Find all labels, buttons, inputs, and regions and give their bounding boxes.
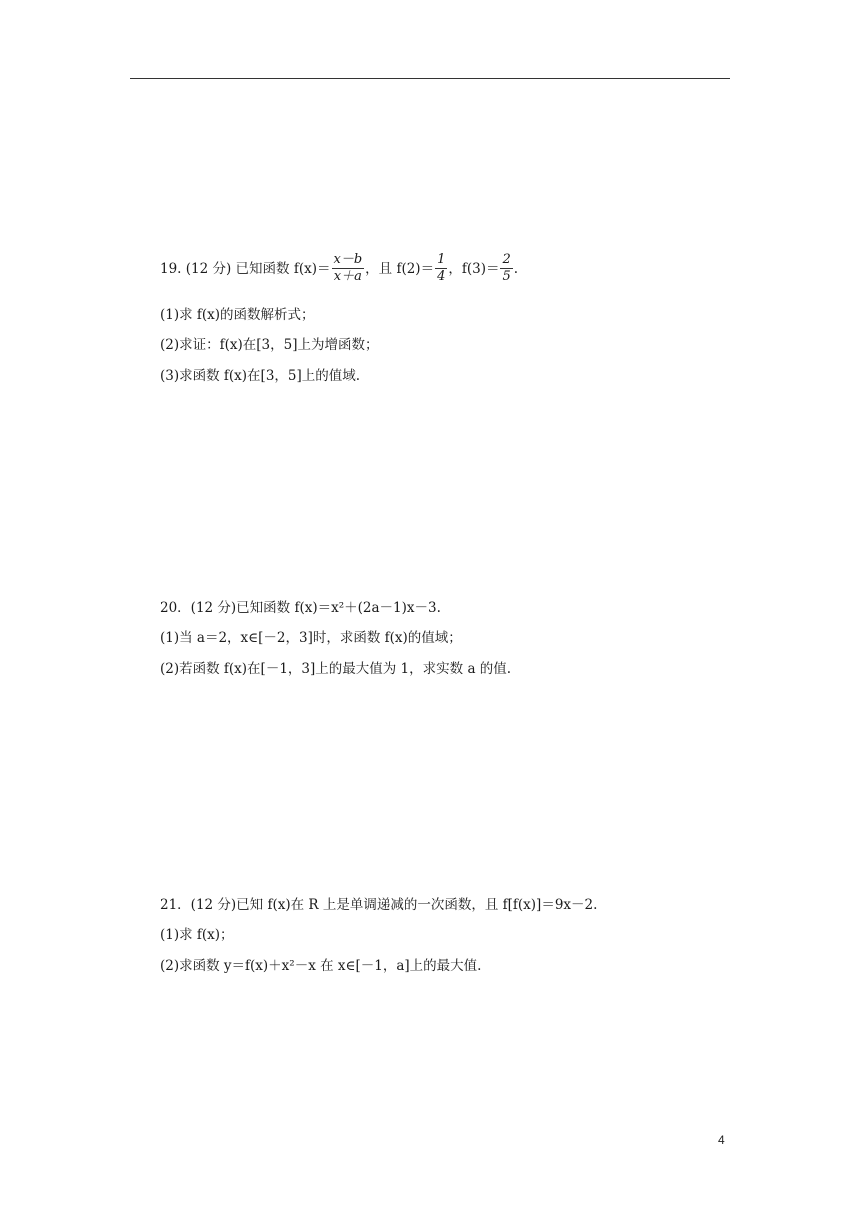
problem-19-stem-mid1: ，且 f(2)＝ bbox=[365, 260, 435, 277]
problem-19-stem-mid2: ，f(3)＝ bbox=[448, 260, 500, 277]
header-rule bbox=[130, 78, 730, 79]
fraction-main-denominator: x＋a bbox=[333, 269, 362, 284]
fraction-f3-numerator: 2 bbox=[502, 252, 511, 267]
problem-19-part-2: (2)求证：f(x)在[3，5]上为增函数； bbox=[160, 337, 379, 353]
problem-19-part-3: (3)求函数 f(x)在[3，5]上的值域. bbox=[160, 368, 361, 384]
problem-19-stem bbox=[160, 252, 518, 285]
fraction-f3 bbox=[500, 252, 512, 285]
problem-21-part-1: (1)求 f(x)； bbox=[160, 927, 234, 943]
problem-20-part-1: (1)当 a＝2，x∈[－2，3]时，求函数 f(x)的值域； bbox=[160, 630, 462, 646]
fraction-f3-denominator: 5 bbox=[502, 269, 511, 284]
problem-19-stem-prefix: 19. (12 分) 已知函数 f(x)＝ bbox=[160, 260, 331, 277]
fraction-f2 bbox=[435, 252, 447, 285]
problem-21-stem: 21．(12 分)已知 f(x)在 R 上是单调递减的一次函数，且 f[f(x)]＝9x－2. bbox=[160, 897, 598, 913]
fraction-main-numerator: x－b bbox=[333, 252, 363, 267]
problem-19-stem-suffix: . bbox=[513, 260, 519, 277]
problem-20-part-2: (2)若函数 f(x)在[－1，3]上的最大值为 1，求实数 a 的值. bbox=[160, 661, 512, 677]
fraction-main bbox=[332, 252, 365, 285]
fraction-f2-numerator: 1 bbox=[437, 252, 446, 267]
problem-19-part-1: (1)求 f(x)的函数解析式； bbox=[160, 307, 315, 323]
page-number: 4 bbox=[718, 1133, 725, 1147]
problem-21-part-2: (2)求函数 y＝f(x)＋x²－x 在 x∈[－1，a]上的最大值. bbox=[160, 958, 482, 974]
fraction-f2-denominator: 4 bbox=[437, 269, 446, 284]
problem-20-stem: 20．(12 分)已知函数 f(x)＝x²＋(2a－1)x－3. bbox=[160, 600, 441, 616]
